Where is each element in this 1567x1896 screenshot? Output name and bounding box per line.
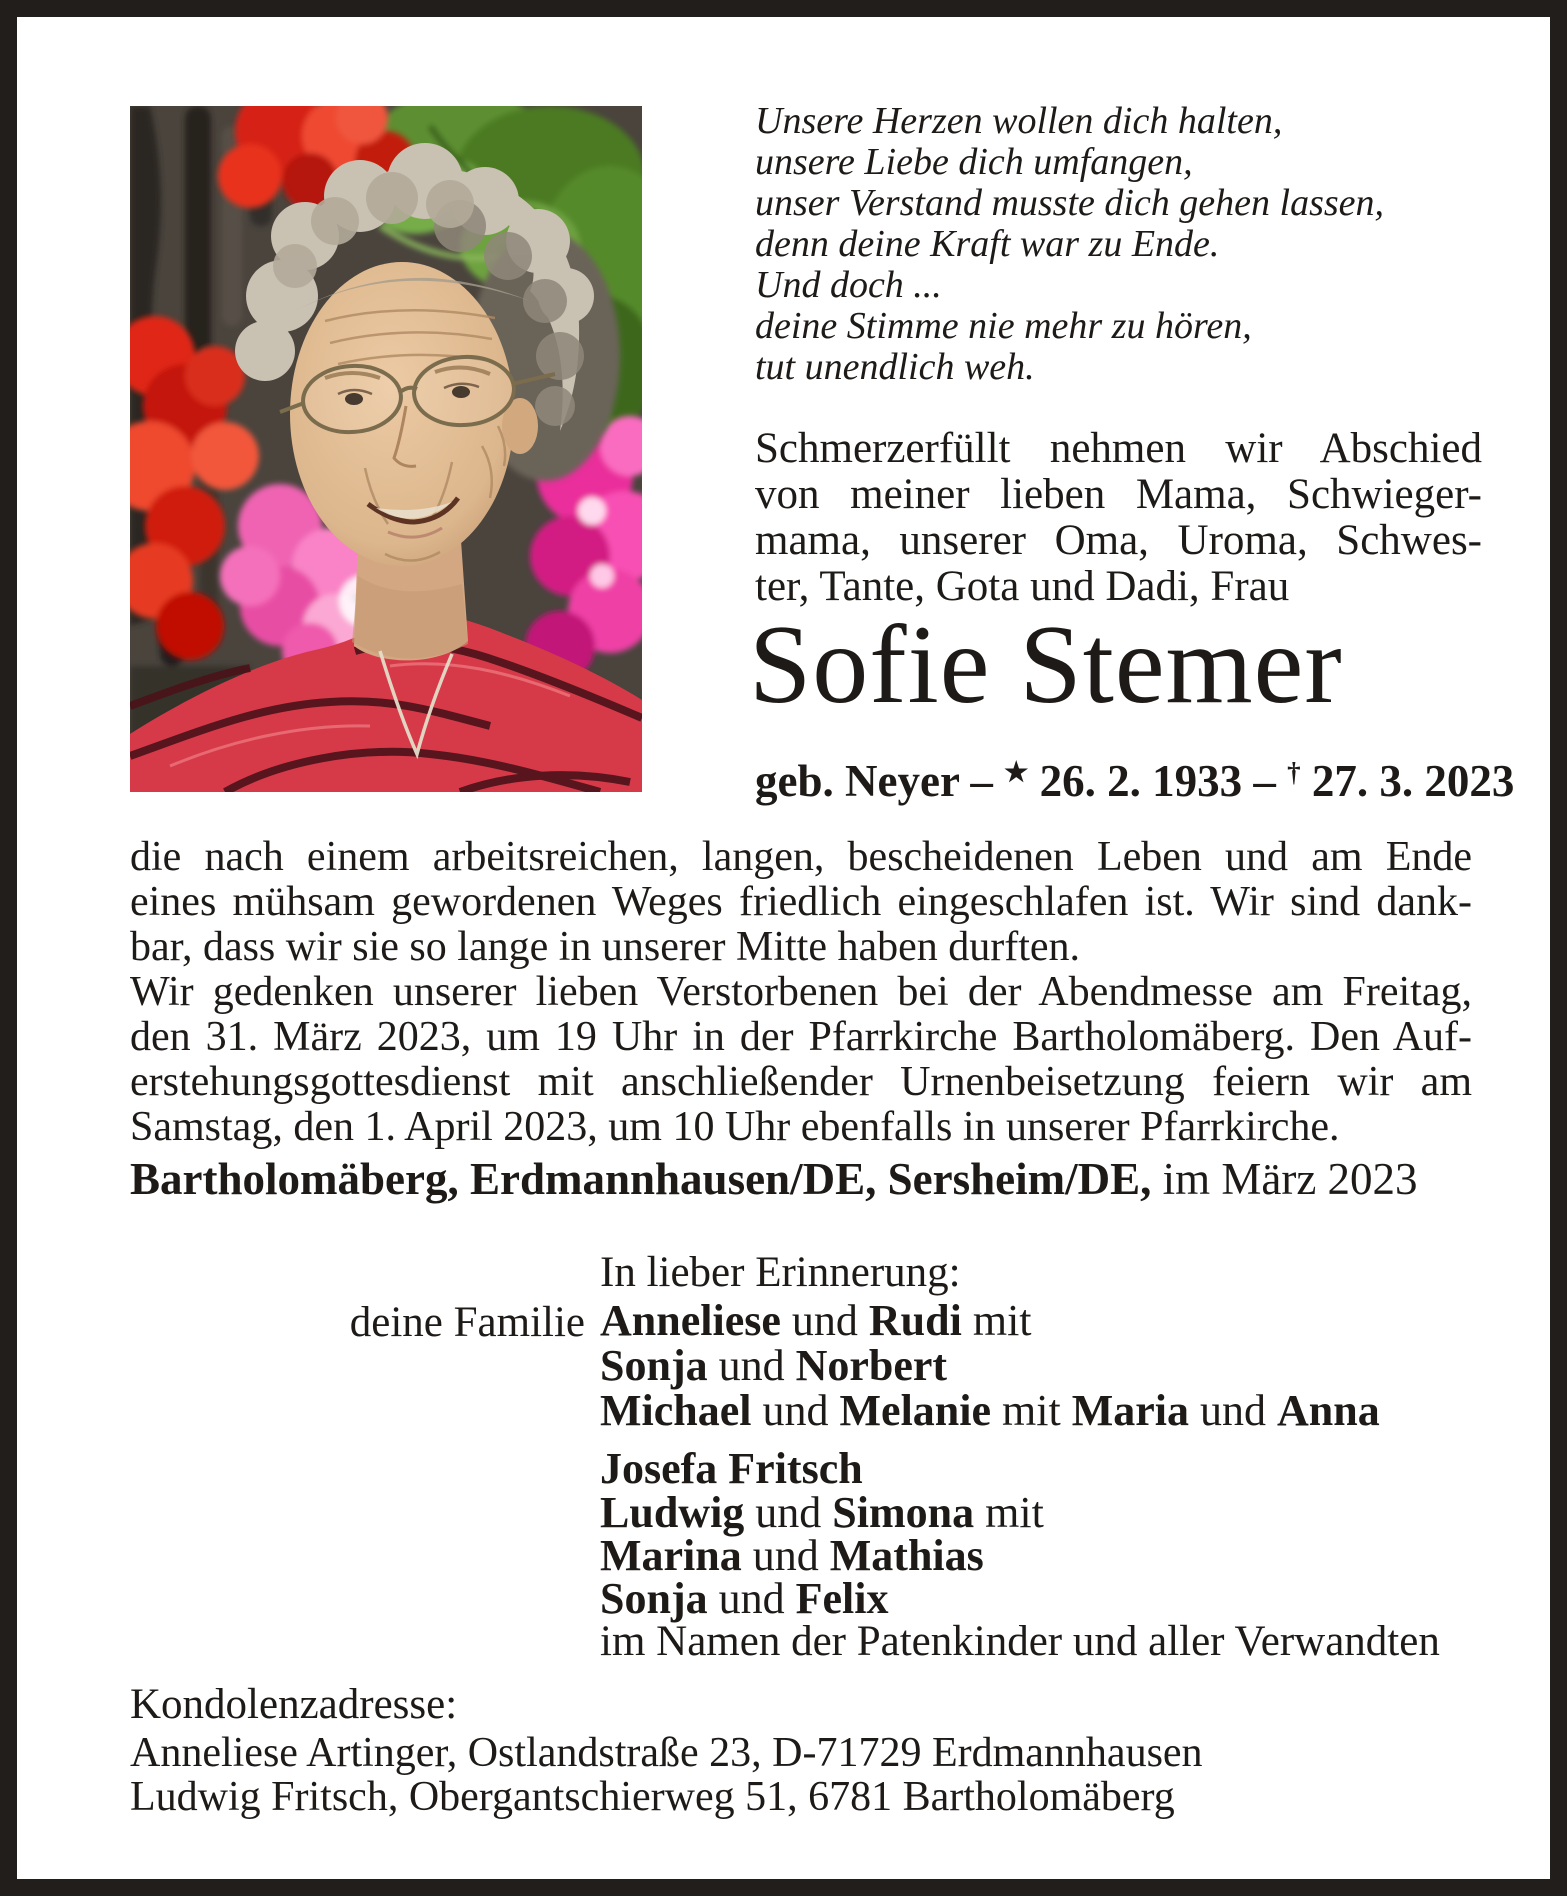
memorial-poem: [755, 101, 1467, 388]
service-details-line: Samstag, den 1. April 2023, um 10 Uhr ebenfalls in unserer Pfarrkirche.: [130, 1104, 1340, 1150]
intro-line: mama, unserer Oma, Uroma, Schwes-: [755, 517, 1482, 564]
farewell-intro: [755, 426, 1482, 610]
poem-line: Unsere Herzen wollen dich halten,: [755, 100, 1283, 142]
family-closing-line: im Namen der Patenkinder und aller Verwandten: [600, 1618, 1440, 1665]
family-label: deine Familie: [349, 1299, 585, 1346]
service-details-line: Wir gedenken unserer lieben Verstorbenen bei der Abendmesse am Freitag,: [130, 969, 1472, 1015]
portrait-photo: [130, 106, 642, 792]
poem-line: Und doch ...: [755, 264, 942, 306]
family-line: Ludwig und Simona mit: [600, 1488, 1044, 1537]
portrait-photo-graphic: [130, 106, 642, 792]
intro-line: ter, Tante, Gota und Dadi, Frau: [755, 563, 1290, 610]
family-line: Anneliese und Rudi mit: [600, 1296, 1032, 1345]
family-line: Sonja und Felix: [600, 1574, 889, 1623]
condolence-address-line: Ludwig Fritsch, Obergantschierweg 51, 6781 Bartholomäberg: [130, 1774, 1175, 1820]
family-line: Michael und Melanie mit Maria und Anna: [600, 1386, 1380, 1435]
deceased-name: Sofie Stemer: [749, 603, 1343, 727]
poem-line: unser Verstand musste dich gehen lassen,: [755, 182, 1385, 224]
poem-line: tut unendlich weh.: [755, 346, 1035, 388]
family-line: Josefa Fritsch: [600, 1444, 863, 1493]
birth-death-dates: geb. Neyer – ★ 26. 2. 1933 – † 27. 3. 2023: [755, 755, 1515, 806]
family-line: Sonja und Norbert: [600, 1341, 948, 1390]
service-details-line: erstehungsgottesdienst mit anschließender Urnenbeisetzung feiern wir am: [130, 1059, 1472, 1105]
memorial-heading: In lieber Erinnerung:: [600, 1249, 961, 1296]
poem-line: deine Stimme nie mehr zu hören,: [755, 305, 1252, 347]
poem-line: unsere Liebe dich umfangen,: [755, 141, 1193, 183]
condolence-heading: Kondolenzadresse:: [130, 1681, 458, 1728]
family-line: Marina und Mathias: [600, 1531, 984, 1580]
service-details-line: den 31. März 2023, um 19 Uhr in der Pfarrkirche Bartholomäberg. Den Auf-: [130, 1014, 1472, 1060]
service-details: [130, 970, 1472, 1150]
condolence-address-line: Anneliese Artinger, Ostlandstraße 23, D-71729 Erdmannhausen: [130, 1730, 1203, 1776]
obituary-text-line: bar, dass wir sie so lange in unserer Mitte haben durften.: [130, 924, 1081, 970]
obituary-text-line: eines mühsam gewordenen Weges friedlich eingeschlafen ist. Wir sind dank-: [130, 879, 1472, 925]
intro-line: Schmerzerfüllt nehmen wir Abschied: [755, 425, 1482, 472]
places-date-line: Bartholomäberg, Erdmannhausen/DE, Sersheim/DE, im März 2023: [130, 1154, 1418, 1204]
poem-line: denn deine Kraft war zu Ende.: [755, 223, 1220, 265]
obituary-text: [130, 835, 1472, 970]
intro-line: von meiner lieben Mama, Schwieger-: [755, 471, 1482, 518]
obituary-text-line: die nach einem arbeitsreichen, langen, bescheidenen Leben und am Ende: [130, 834, 1472, 880]
